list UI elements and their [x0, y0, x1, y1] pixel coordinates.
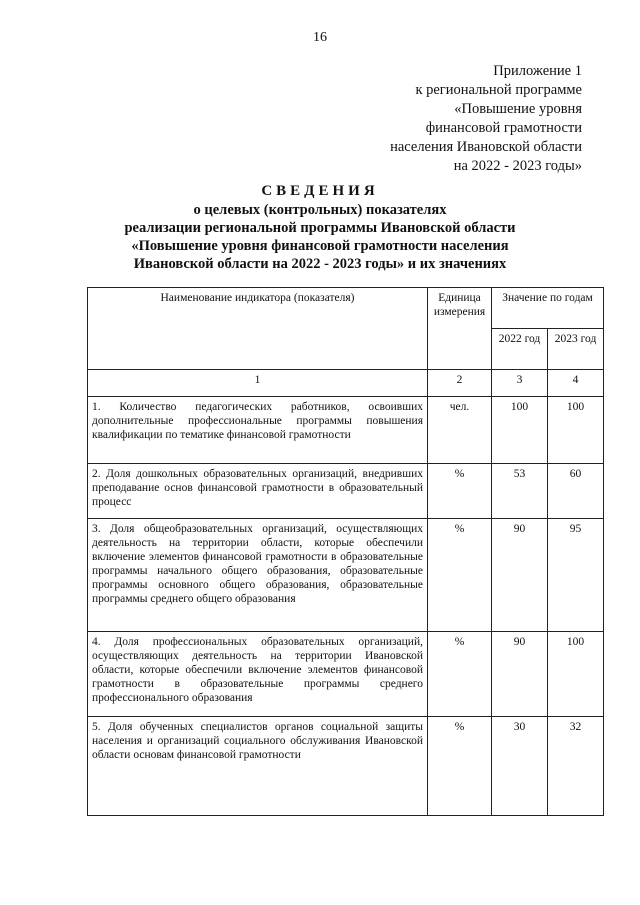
table-row — [88, 397, 604, 464]
table-row — [88, 632, 604, 717]
value-2022: 53 — [492, 464, 548, 519]
table-row — [88, 519, 604, 632]
value-2022: 30 — [492, 717, 548, 816]
indicator-name: 5. Доля обученных специалистов органов социальной защиты населения и организаций социального обслуживания Ивановской области основам финансовой грамотности — [88, 717, 428, 816]
header-values: Значение по годам — [492, 288, 604, 329]
appendix-line: Приложение 1 — [493, 63, 582, 79]
indicator-name: 4. Доля профессиональных образовательных организаций, осуществляющих деятельность на территории Ивановской области, которые обеспечили включение элементов финансовой грамотности в образовательные программы среднего профессионального образования — [88, 632, 428, 717]
indicator-unit: % — [428, 519, 492, 632]
document-title: СВЕДЕНИЯ — [261, 183, 379, 199]
value-2023: 32 — [548, 717, 604, 816]
indicator-name: 1. Количество педагогических работников, освоивших дополнительные профессиональные программы повышения квалификации по тематике финансовой грамотности — [88, 397, 428, 464]
table-header-row — [88, 288, 604, 329]
column-number: 3 — [492, 370, 548, 397]
appendix-line: населения Ивановской области — [390, 139, 582, 155]
indicators-table — [87, 287, 604, 816]
indicator-name: 3. Доля общеобразовательных организаций, осуществляющих деятельность на территории области, которые обеспечили включение элементов финансовой грамотности в образовательные программы начального общего образования, образовательные программы основного общего образования, образовательные программы среднего общего образования — [88, 519, 428, 632]
indicator-unit: % — [428, 464, 492, 519]
numbering-row — [88, 370, 604, 397]
heading-line: «Повышение уровня финансовой грамотности населения — [131, 238, 509, 254]
value-2022: 90 — [492, 519, 548, 632]
heading-line: Ивановской области на 2022 - 2023 годы» и их значениях — [133, 256, 507, 272]
appendix-line: финансовой грамотности — [425, 120, 582, 136]
appendix-note — [390, 62, 582, 176]
value-2022: 100 — [492, 397, 548, 464]
header-unit: Единица измерения — [428, 288, 492, 370]
heading-line: реализации региональной программы Ивановской области — [124, 220, 516, 236]
column-number: 4 — [548, 370, 604, 397]
table-row — [88, 464, 604, 519]
header-name: Наименование индикатора (показателя) — [88, 288, 428, 370]
value-2023: 100 — [548, 397, 604, 464]
heading-line: о целевых (контрольных) показателях — [193, 202, 447, 218]
column-number: 1 — [88, 370, 428, 397]
appendix-line: к региональной программе — [415, 82, 582, 98]
document-heading — [0, 182, 640, 273]
appendix-line: на 2022 - 2023 годы» — [453, 158, 582, 174]
page-number: 16 — [313, 30, 327, 45]
indicator-unit: чел. — [428, 397, 492, 464]
value-2023: 95 — [548, 519, 604, 632]
header-year-2023: 2023 год — [548, 329, 604, 370]
value-2023: 100 — [548, 632, 604, 717]
appendix-line: «Повышение уровня — [454, 101, 582, 117]
value-2023: 60 — [548, 464, 604, 519]
table-row — [88, 717, 604, 816]
indicator-unit: % — [428, 632, 492, 717]
header-year-2022: 2022 год — [492, 329, 548, 370]
indicator-name: 2. Доля дошкольных образовательных организаций, внедривших преподавание основ финансовой грамотности в образовательный процесс — [88, 464, 428, 519]
value-2022: 90 — [492, 632, 548, 717]
column-number: 2 — [428, 370, 492, 397]
indicator-unit: % — [428, 717, 492, 816]
